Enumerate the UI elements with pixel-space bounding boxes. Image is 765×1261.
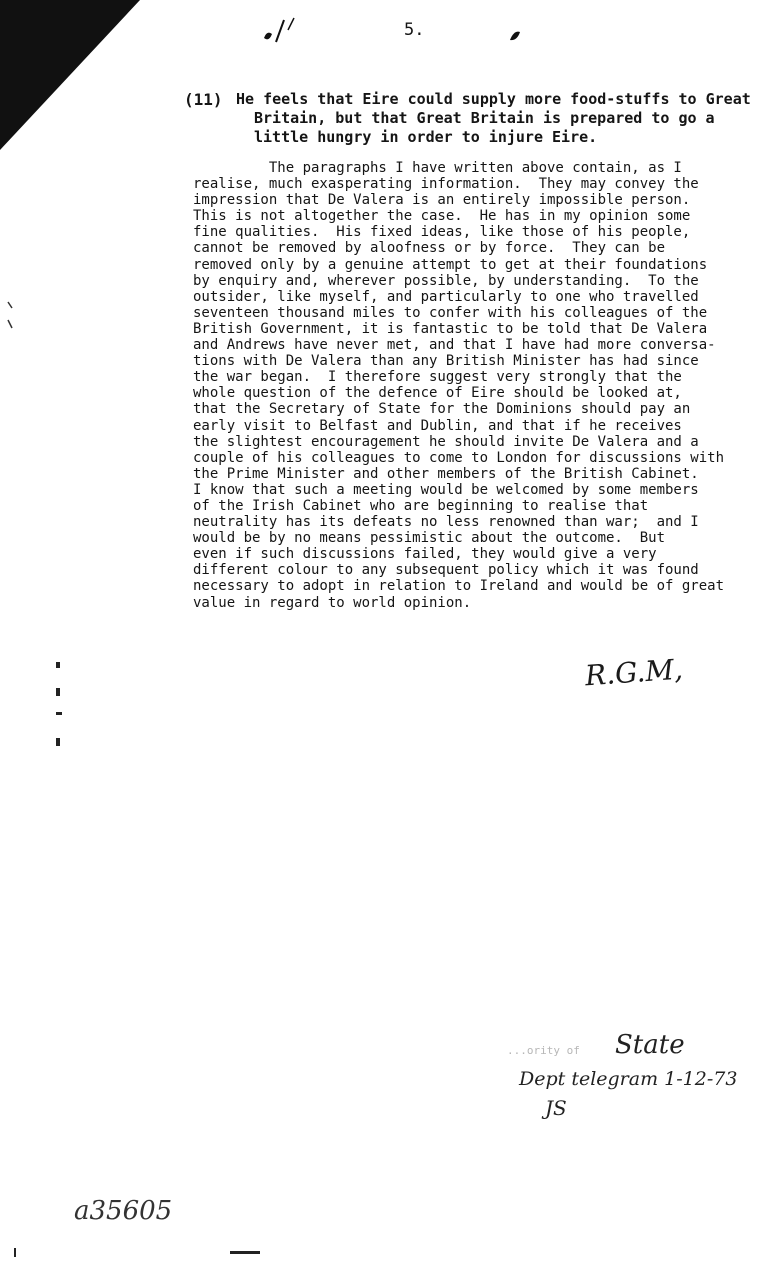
handwritten-mark-top: [258, 16, 298, 46]
paragraph-number: (11): [184, 90, 223, 109]
stamp-handwritten-word: State: [615, 1030, 685, 1060]
stamp-handwritten-line: Dept telegram 1-12-73: [519, 1068, 738, 1090]
body-line: cannot be removed by aloofness or by force. They can be: [193, 240, 666, 257]
body-line: I know that such a meeting would be welcomed by some members: [193, 481, 699, 498]
paragraph-line: Britain, but that Great Britain is prepared to go a: [254, 109, 715, 127]
body-line: whole question of the defence of Eire should be looked at,: [193, 385, 682, 402]
body-line: the war began. I therefore suggest very strongly that the: [193, 369, 682, 386]
body-line: of the Irish Cabinet who are beginning to realise that: [193, 497, 649, 514]
body-line: This is not altogether the case. He has in my opinion some: [193, 208, 691, 225]
body-line: necessary to adopt in relation to Ireland and would be of great: [193, 578, 725, 595]
margin-ticks: [52, 660, 66, 750]
ink-mark: [230, 1251, 260, 1254]
body-line: value in regard to world opinion.: [193, 594, 472, 611]
body-line: seventeen thousand miles to confer with his colleagues of the: [193, 304, 708, 321]
body-line: would be by no means pessimistic about the outcome. But: [193, 530, 666, 547]
page-number: 5.: [404, 20, 425, 40]
catalog-number: a35605: [74, 1196, 173, 1226]
body-line: couple of his colleagues to come to London for discussions with: [193, 449, 725, 466]
body-line: the Prime Minister and other members of the British Cabinet.: [193, 465, 699, 482]
body-line: even if such discussions failed, they would give a very: [193, 546, 657, 563]
paragraph-line: little hungry in order to injure Eire.: [254, 128, 598, 146]
ink-mark: [14, 1248, 16, 1257]
body-line: removed only by a genuine attempt to get at their foundations: [193, 256, 708, 273]
body-line: by enquiry and, wherever possible, by understanding. To the: [193, 272, 699, 289]
body-paragraph: [193, 160, 724, 611]
stamp-initials: JS: [545, 1096, 567, 1120]
body-line: early visit to Belfast and Dublin, and that if he receives: [193, 417, 682, 434]
body-line: impression that De Valera is an entirely impossible person.: [193, 192, 691, 209]
ink-mark: [508, 30, 522, 42]
signature-initials: R.G.M,: [583, 652, 684, 693]
declassification-stamp: [505, 1030, 765, 1125]
body-line: and Andrews have never met, and that I have had more conversa-: [193, 337, 716, 354]
body-line: fine qualities. His fixed ideas, like those of his people,: [193, 224, 691, 241]
body-line: outsider, like myself, and particularly to one who travelled: [193, 288, 699, 305]
body-line: the slightest encouragement he should invite De Valera and a: [193, 433, 699, 450]
body-line: different colour to any subsequent policy which it was found: [193, 562, 699, 579]
body-line: neutrality has its defeats no less renowned than war; and I: [193, 514, 699, 531]
body-line: British Government, it is fantastic to be told that De Valera: [193, 320, 708, 337]
body-line: tions with De Valera than any British Minister has had since: [193, 353, 699, 370]
margin-ticks: [4, 300, 16, 340]
scan-corner-shadow: [0, 0, 140, 150]
body-line: that the Secretary of State for the Dominions should pay an: [193, 401, 691, 418]
body-line: realise, much exasperating information. They may convey the: [193, 176, 699, 193]
stamp-printed-text: ...ority of: [507, 1044, 580, 1057]
paragraph-line: He feels that Eire could supply more food-stuffs to Great: [236, 90, 751, 108]
body-line: The paragraphs I have written above contain, as I: [193, 160, 682, 176]
